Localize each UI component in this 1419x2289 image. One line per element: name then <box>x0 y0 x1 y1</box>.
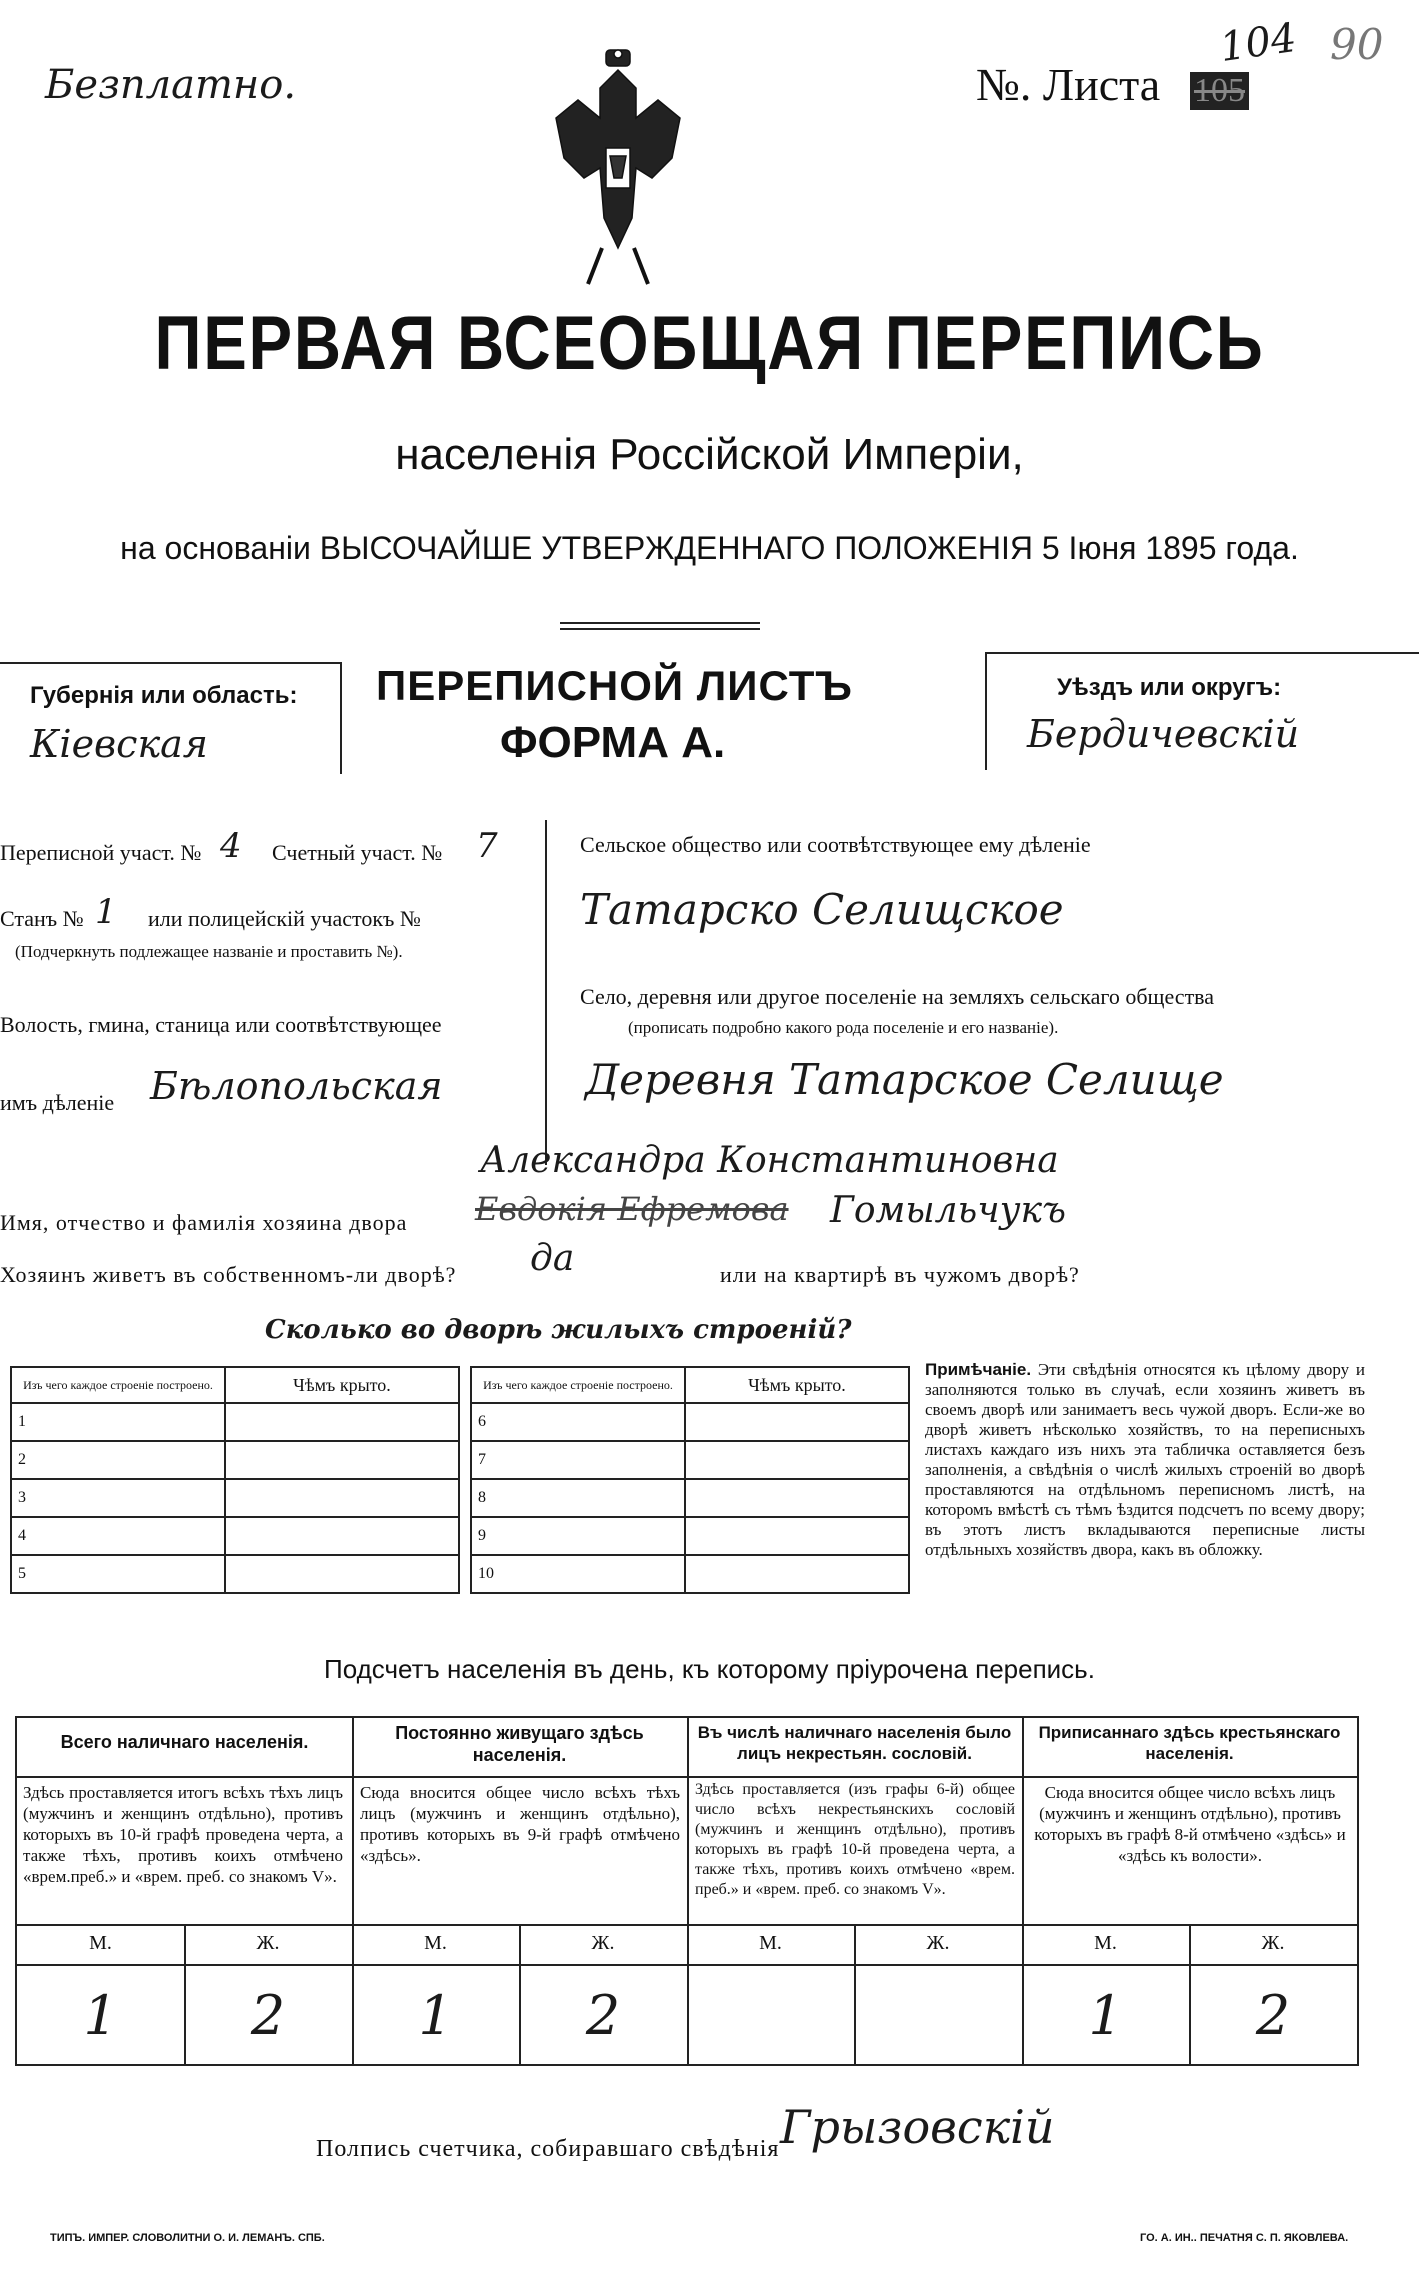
basis-line: на основаніи ВЫСОЧАЙШЕ УТВЕРЖДЕННАГО ПОЛОЖЕНІЯ 5 Іюня 1895 года. <box>120 530 1299 566</box>
society-value: Татарско Селищское <box>580 885 1064 934</box>
count-col-head: Приписаннаго здѣсь крестьянскаго населенія. <box>1038 1723 1341 1763</box>
count-col-head: Въ числѣ наличнаго населенія было лицъ некрестьян. сословій. <box>697 1723 1012 1763</box>
printer-left: ТИПЪ. ИМПЕР. СЛОВОЛИТНИ О. И. ЛЕМАНЪ. СПБ. <box>50 2232 325 2244</box>
row-number: 2 <box>11 1441 225 1479</box>
signature-value: Грызовскій <box>780 2100 1055 2154</box>
count-col-head: Всего наличнаго населенія. <box>60 1732 309 1752</box>
row-number: 6 <box>471 1403 685 1441</box>
double-eagle-emblem <box>548 48 688 288</box>
row-number: 3 <box>11 1479 225 1517</box>
police-label: или полицейскій участокъ № <box>148 906 421 931</box>
count-table <box>15 1716 1359 2066</box>
buildings-question: Сколько во дворѣ жилыхъ строеній? <box>265 1315 852 1345</box>
count-col-desc: Здѣсь проставляется итогъ всѣхъ тѣхъ лицъ (мужчинъ и женщинъ отдѣльно), противъ которыхъ въ 10-й графѣ проведена черта, а также тѣхъ, противъ коихъ отмѣчено «врем.преб.» и «врем. преб. со знакомъ V». <box>23 1783 343 1886</box>
count-m-value: 1 <box>83 1984 118 2047</box>
row-number: 5 <box>11 1555 225 1593</box>
count-col-head: Постоянно живущаго здѣсь населенія. <box>395 1723 644 1765</box>
ornament-divider <box>560 622 760 630</box>
stan-note: (Подчеркнуть подлежащее названіе и проставить №). <box>15 942 403 961</box>
subtitle: населенія Россійской Имперіи, <box>395 430 1024 479</box>
col-material: Изъ чего каждое строеніе построено. <box>11 1367 225 1403</box>
owner-label: Имя, отчество и фамилія хозяина двора <box>0 1210 408 1235</box>
sheet-title: ПЕРЕПИСНОЙ ЛИСТЪ <box>376 662 853 709</box>
count-zh-value: 2 <box>1255 1984 1291 2047</box>
schet-uch-value: 7 <box>476 826 498 866</box>
count-col-desc: Здѣсь проставляется (изъ графы 6-й) общее число всѣхъ некрестьянскихъ сословій (мужчинъ и женщинъ отдѣльно), противъ которыхъ въ графѣ 10-й проведена черта, а также тѣхъ, противъ коихъ отмѣчено «врем. преб.» и «врем. преб. со знакомъ V». <box>695 1781 1015 1898</box>
form-a: ФОРМА А. <box>500 718 726 767</box>
count-title: Подсчетъ населенія въ день, къ которому пріурочена перепись. <box>324 1654 1095 1684</box>
uezd-value: Бердичевскій <box>1027 712 1300 756</box>
owner-value-surname: Гомыльчукъ <box>830 1190 1066 1231</box>
col-roof: Чѣмъ крыто. <box>685 1367 909 1403</box>
note-title: Примѣчаніе. <box>925 1360 1032 1379</box>
gubernia-box <box>0 662 342 774</box>
printer-right: ГО. А. ИН.. ПЕЧАТНЯ С. П. ЯКОВЛЕВА. <box>1140 2232 1349 2244</box>
col-roof: Чѣмъ крыто. <box>225 1367 459 1403</box>
count-zh-header: Ж. <box>1261 1932 1285 1954</box>
gubernia-value: Кіевская <box>30 722 208 766</box>
row-number: 8 <box>471 1479 685 1517</box>
row-number: 4 <box>11 1517 225 1555</box>
own-yard-value: да <box>530 1238 575 1279</box>
row-number: 1 <box>11 1403 225 1441</box>
note-block <box>925 1360 1365 1560</box>
sheet-number-struck: 105 <box>1190 72 1249 110</box>
row-number: 10 <box>471 1555 685 1593</box>
stan-value: 1 <box>95 892 117 932</box>
perepis-uch-label: Переписной участ. № <box>0 840 202 865</box>
count-zh-header: Ж. <box>256 1932 280 1954</box>
count-m-header: М. <box>89 1932 112 1954</box>
free-label: Безплатно. <box>45 62 297 108</box>
perepis-uch-value: 4 <box>220 826 242 866</box>
village-value: Деревня Татарское Селище <box>585 1055 1224 1104</box>
other-yard-label: или на квартирѣ въ чужомъ дворѣ? <box>720 1262 1080 1287</box>
uezd-label: Уѣздъ или округъ: <box>1057 674 1282 701</box>
count-m-header: М. <box>424 1932 447 1954</box>
volost-label-2: имъ дѣленіе <box>0 1090 115 1115</box>
owner-value-struck: Евдокія Ефремова <box>475 1190 789 1228</box>
count-col-desc: Сюда вносится общее число всѣхъ лицъ (мужчинъ и женщинъ отдѣльно), противъ которыхъ въ графѣ 8-й отмѣчено «здѣсь» и «здѣсь къ волости». <box>1034 1783 1346 1865</box>
col-material: Изъ чего каждое строеніе построено. <box>471 1367 685 1403</box>
buildings-table-right <box>470 1366 910 1594</box>
stan-label: Станъ № <box>0 906 84 931</box>
sheet-number-label: №. Листа <box>976 59 1161 110</box>
schet-uch-label: Счетный участ. № <box>272 840 443 865</box>
row-number: 9 <box>471 1517 685 1555</box>
gubernia-label: Губернія или область: <box>30 682 298 709</box>
count-zh-header: Ж. <box>926 1932 950 1954</box>
count-m-value: 1 <box>1088 1984 1123 2047</box>
own-yard-label: Хозяинъ живетъ въ собственномъ-ли дворѣ? <box>0 1262 457 1287</box>
count-col-desc: Сюда вносится общее число всѣхъ тѣхъ лицъ (мужчинъ и женщинъ отдѣльно), противъ которыхъ въ 9-й графѣ отмѣчено «здѣсь». <box>360 1783 680 1865</box>
volost-label: Волость, гмина, станица или соотвѣтствующее <box>0 1012 442 1037</box>
count-zh-header: Ж. <box>591 1932 615 1954</box>
count-zh-value: 2 <box>250 1984 286 2047</box>
society-label: Сельское общество или соотвѣтствующее ему дѣленіе <box>580 832 1091 857</box>
volost-value: Бѣлопольская <box>150 1064 443 1108</box>
village-note: (прописать подробно какого рода поселеніе и его названіе). <box>628 1018 1059 1037</box>
buildings-table-left <box>10 1366 460 1594</box>
count-zh-value: 2 <box>585 1984 621 2047</box>
count-m-value: 1 <box>418 1984 453 2047</box>
main-title: ПЕРВАЯ ВСЕОБЩАЯ ПЕРЕПИСЬ <box>154 301 1265 386</box>
count-m-header: М. <box>1094 1932 1117 1954</box>
note-text: Эти свѣдѣнія относятся къ цѣлому двору и заполняются только въ случаѣ, если хозяинъ живетъ въ своемъ дворѣ или занимаетъ весь чужой дворъ. Если-же во дворѣ живетъ нѣсколько хозяйствъ, то на переписныхъ листахъ каждаго изъ нихъ эта табличка оставляется безъ заполненія, а свѣдѣнія о числѣ жилыхъ строеній во дворѣ проставляются на отдѣльномъ переписномъ листѣ, на которомъ вмѣстѣ съ тѣмъ ѣздится подсчетъ по всему двору; въ этотъ листъ вкладываются переписные листы отдѣльныхъ хозяйствъ двора, какъ въ обложку. <box>925 1360 1365 1559</box>
village-label: Село, деревня или другое поселеніе на земляхъ сельскаго общества <box>580 984 1215 1009</box>
owner-value-top: Александра Константиновна <box>480 1140 1059 1181</box>
column-divider <box>545 820 547 1165</box>
sheet-number-hand: 104 <box>1217 14 1300 72</box>
signature-label: Полпись счетчика, собиравшаго свѣдѣнія <box>316 2136 780 2162</box>
uezd-box <box>985 652 1419 770</box>
corner-number-hand: 90 <box>1330 20 1384 69</box>
row-number: 7 <box>471 1441 685 1479</box>
count-m-header: М. <box>759 1932 782 1954</box>
